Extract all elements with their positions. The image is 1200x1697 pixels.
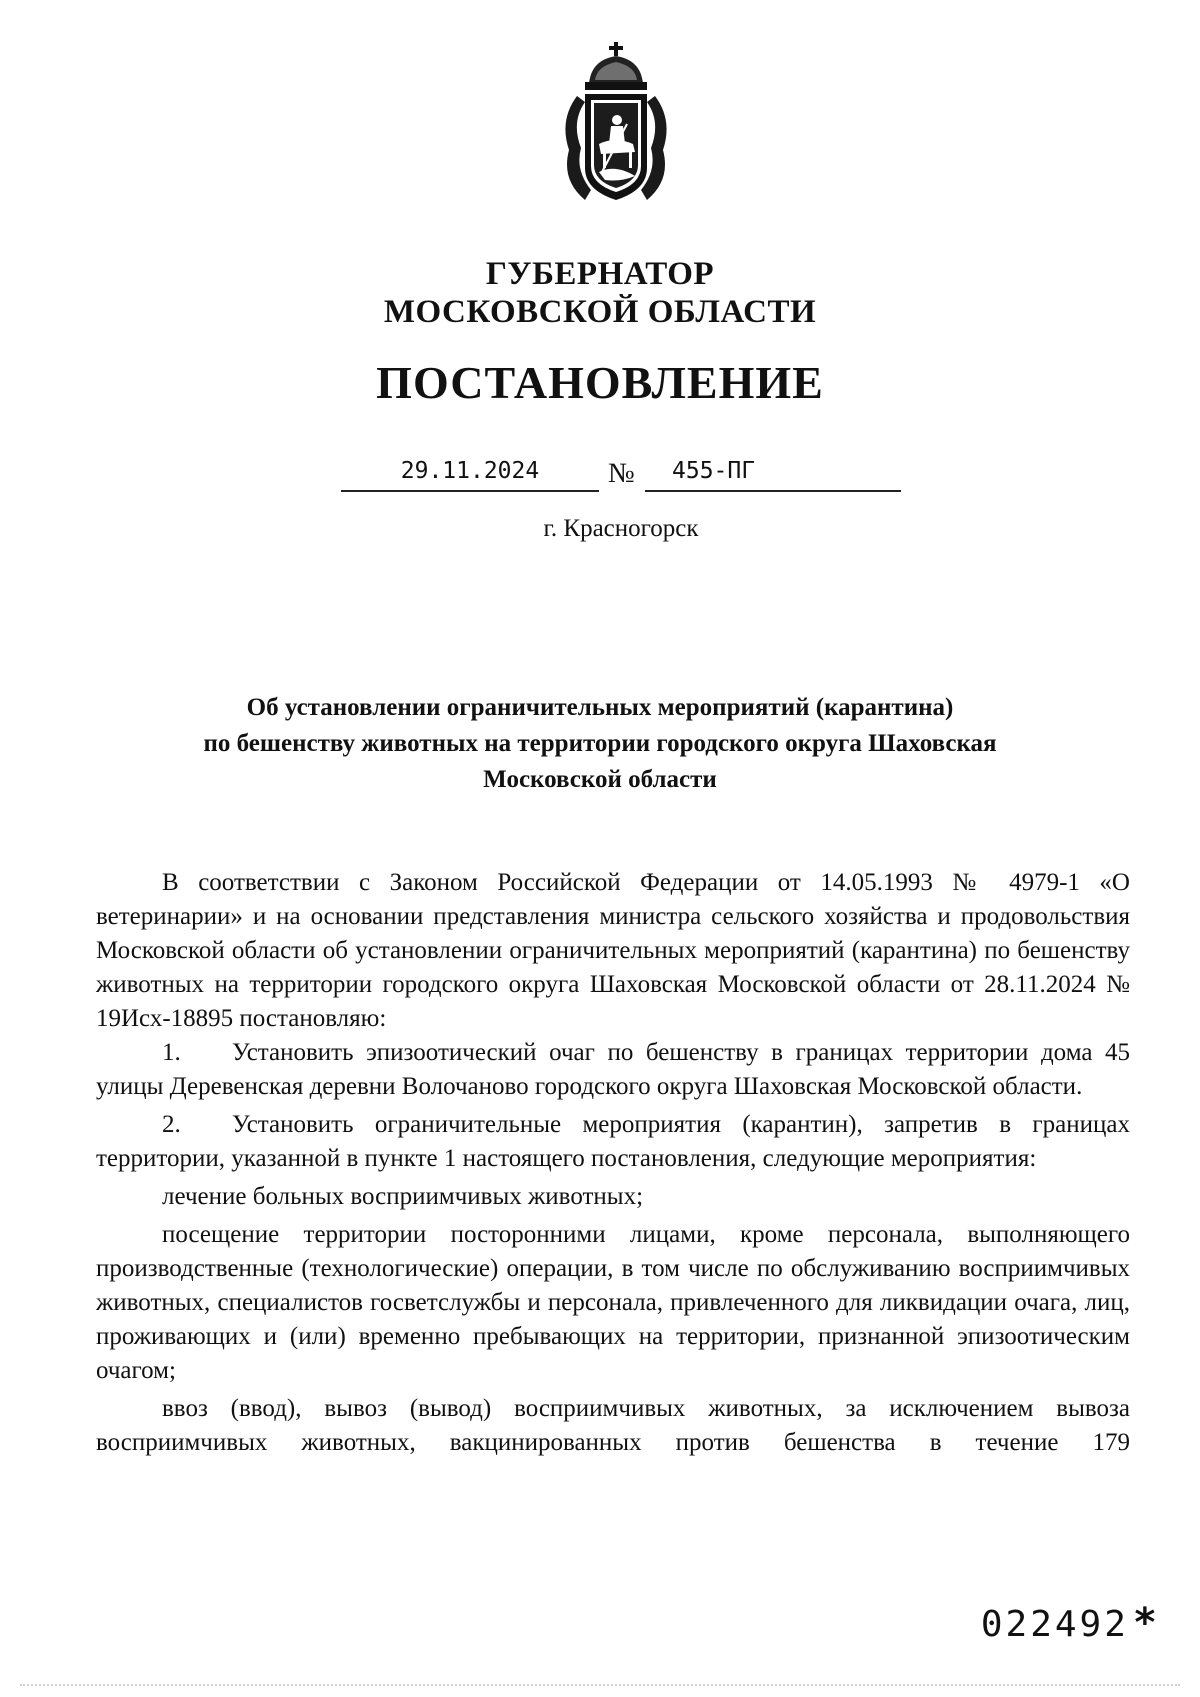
- item-2-number: 2.: [162, 1111, 181, 1138]
- number-sign: №: [608, 458, 635, 489]
- scan-edge-dots: [20, 1684, 1180, 1688]
- number-underline: [645, 490, 901, 492]
- item-1-number: 1.: [162, 1039, 181, 1066]
- document-city: г. Красногорск: [543, 515, 699, 542]
- item-1-paragraph: [96, 1036, 1130, 1104]
- authority-line-2: МОСКОВСКОЙ ОБЛАСТИ: [383, 294, 817, 330]
- document-date: 29.11.2024: [400, 458, 540, 484]
- document-number: 455-ПГ: [672, 458, 756, 484]
- authority-line-1: ГУБЕРНАТОР: [485, 256, 715, 292]
- title-line-3: Московской области: [483, 766, 717, 793]
- serial-digits: 022492: [980, 1604, 1129, 1645]
- item-1-text: Установить эпизоотический очаг по бешенству в границах территории дома 45 улицы Деревенская деревни Волочаново городского округа Шаховская Московской области.: [96, 1039, 1130, 1100]
- serial-asterisk: *: [1132, 1600, 1160, 1646]
- sub-item-2: посещение территории посторонними лицами, кроме персонала, выполняющего производственные (технологические) операции, в том числе по обслуживанию восприимчивых животных, специалистов госветслужбы и персонала, привлеченного для ликвидации очага, лиц, проживающих и (или) временно пребывающих на территории, признанной эпизоотическим очагом;: [96, 1221, 1130, 1384]
- item-2-paragraph: [96, 1108, 1130, 1176]
- document-type-heading: ПОСТАНОВЛЕНИЕ: [376, 357, 824, 408]
- sub-item-3: ввоз (ввод), вывоз (вывод) восприимчивых животных, за исключением вывоза восприимчивых животных, вакцинированных против бешенства в течение 179: [96, 1395, 1130, 1456]
- document-body: [96, 866, 1130, 1460]
- coat-of-arms-icon: [555, 40, 677, 210]
- serial-number: [981, 1600, 1160, 1646]
- title-line-2: по бешенству животных на территории городского округа Шаховская: [203, 730, 997, 757]
- sub-item-1: лечение больных восприимчивых животных;: [162, 1183, 644, 1210]
- document-title: [130, 690, 1070, 798]
- item-2-text: Установить ограничительные мероприятия (карантин), запретив в границах территории, указанной в пункте 1 настоящего постановления, следующие мероприятия:: [96, 1111, 1130, 1172]
- title-line-1: Об установлении ограничительных мероприятий (карантина): [246, 694, 954, 721]
- date-underline: [341, 490, 599, 492]
- preamble-paragraph: В соответствии с Законом Российской Федерации от 14.05.1993 № 4979-1 «О ветеринарии» и на основании представления министра сельского хозяйства и продовольствия Московской области об установлении ограничительных мероприятий (карантина) по бешенству животных на территории городского округа Шаховская Московской области от 28.11.2024 № 19Исх-18895 постановляю:: [96, 869, 1130, 1032]
